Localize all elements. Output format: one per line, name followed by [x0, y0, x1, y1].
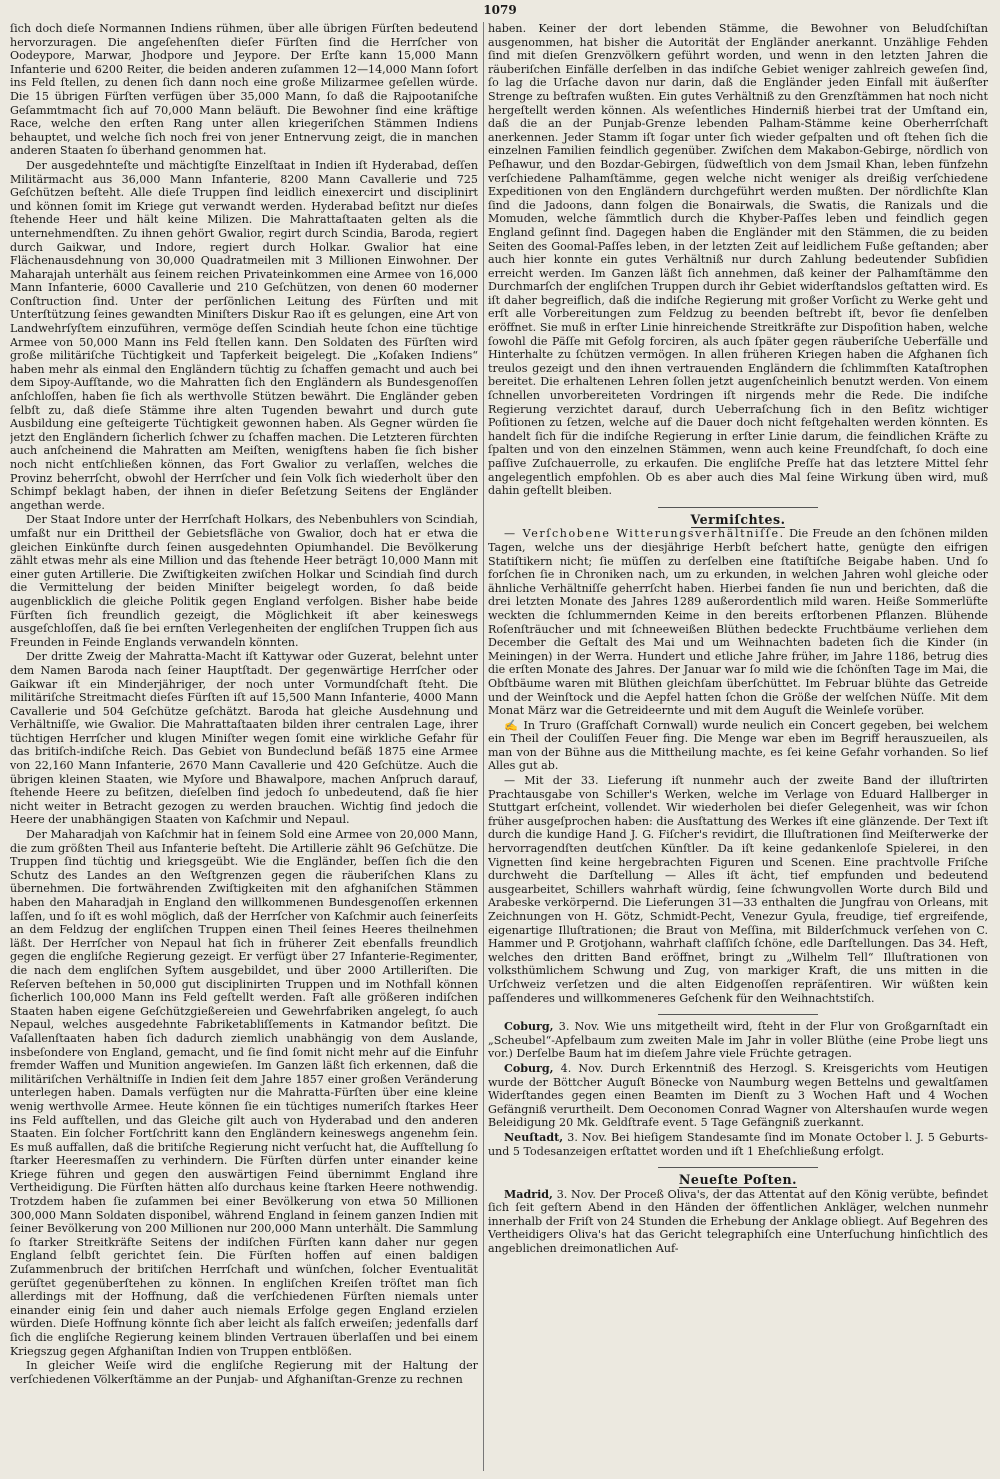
latest-news-body: 3. Nov. Der Proceß Oliva's, der das Attentat auf den König verübte, befindet ſich ſeit geſtern Abend in den Händen der öffentlichen Ankläger, welchen nunmehr innerhalb der Friſt von 24 Stunden die Erhebung der Anklage obliegt. Auf Begehren des Vertheidigers Oliva's hat das Gericht telegraphiſch eine Unterſuchung hinſichtlich des angeblichen dreimonatlichen Auf- — [488, 1187, 988, 1256]
latest-news-city: Madrid, — [504, 1187, 553, 1201]
misc-weather-title: — Verſchobene Witterungsverhältniſſe. — [504, 527, 785, 541]
article-paragraph: Der dritte Zweig der Mahratta-Macht iſt Kattywar oder Guzerat, belehnt unter dem Namen Baroda nach ſeiner Hauptſtadt. Der gegenwärtige Herrſcher oder Gaikwar iſt ein Minderjähriger, der noch unter Vormundſchaft ſteht. Die militäriſche Streitmacht dieſes Fürſten iſt auf 15,500 Mann Infanterie, 4000 Mann Cavallerie und 504 Geſchütze geſchätzt. Baroda hat gleiche Ausdehnung und Verhältniſſe, wie Gwalior. Die Mahrattaſtaaten bilden ihrer centralen Lage, ihrer tüchtigen Herrſcher und klugen Miniſter wegen ſomit eine wirkliche Gefahr für das britiſch-indiſche Reich. Das Gebiet von Bundeclund beſäß 1875 eine Armee von 22,160 Mann Infanterie, 2670 Mann Cavallerie und 420 Geſchütze. Auch die übrigen kleinen Staaten, wie Myſore und Bhawalpore, machen Anſpruch darauf, ſtehende Heere zu beſitzen, dieſelben ſind jedoch ſo unbedeutend, daß ſie hier nicht weiter in Betracht gezogen zu werden brauchen. Wichtig ſind jedoch die Heere der unabhängigen Staaten von Kaſchmir und Nepaul. — [10, 650, 478, 827]
section-heading-news-text: Neueſte Poſten. — [678, 1172, 798, 1188]
local-news-item — [488, 1062, 988, 1130]
section-divider — [658, 507, 818, 508]
local-news-body: 3. Nov. Bei hieſigem Standesamte ſind im Monate October l. J. 5 Geburts- und 5 Todesanzeigen erſtattet worden und iſt 1 Eheſchließung erfolgt. — [488, 1130, 988, 1158]
local-news-city: Neuſtadt, — [504, 1130, 564, 1144]
local-news-item — [488, 1131, 988, 1158]
section-heading-misc — [488, 513, 988, 527]
right-column — [488, 22, 988, 1471]
article-paragraph: In gleicher Weiſe wird die engliſche Regierung mit der Haltung der verſchiedenen Völkerſtämme an der Punjab- und Afghaniſtan-Grenze zu rechnen — [10, 1359, 478, 1386]
misc-truro: ✍ In Truro (Grafſchaft Cornwall) wurde neulich ein Concert gegeben, bei welchem ein Theil der Couliſſen Feuer fing. Die Menge war eben im Begriff herauszueilen, als man von der Bühne aus die Mittheilung machte, es ſei keine Gefahr vorhanden. So lief Alles gut ab. — [488, 718, 988, 773]
column-divider — [483, 22, 484, 1471]
local-news-body: 4. Nov. Durch Erkenntniß des Herzogl. S. Kreisgerichts vom Heutigen wurde der Böttcher Auguſt Bönecke von Naumburg wegen Bettelns und gewaltſamen Widerſtandes gegen einen Beamten im Dienſt zu 3 Wochen Haft und 4 Wochen Gefängniß verurtheilt. Dem Oeconomen Conrad Wagner von Altershauſen wurde wegen Beleidigung 20 Mk. Geldſtrafe event. 5 Tage Gefängniß zuerkannt. — [488, 1061, 988, 1130]
local-news-body: 3. Nov. Wie uns mitgetheilt wird, ſteht in der Flur von Großgarnſtadt ein „Scheubel“-Apfelbaum zum zweiten Male im Jahr in voller Blüthe (eine Probe liegt uns vor.) Derſelbe Baum hat im dieſem Jahre viele Früchte getragen. — [488, 1020, 988, 1061]
article-continuation: haben. Keiner der dort lebenden Stämme, die Bewohner von Beludſchiſtan ausgenommen, hat bisher die Autorität der Engländer anerkannt. Unzählige Fehden ſind mit dieſen Grenzvölkern geführt worden, und wenn in den letzten Jahren die räuberiſchen Einfälle derſelben in das indiſche Gebiet weniger zahlreich geweſen ſind, ſo lag die Urſache davon nur darin, daß die Engländer jeden Einfall mit äußerſter Strenge zu beſtrafen wußten. Ein gutes Verhältniß zu den Grenzſtämmen hat noch nicht hergeſtellt werden können. Als weſentliches Hinderniß hierbei trat der Umſtand ein, daß die an der Punjab-Grenze lebenden Palham-Stämme keine Oberherrſchaft anerkennen. Jeder Stamm iſt ſogar unter ſich wieder geſpalten und oft ſtehen ſich die einzelnen Familien feindlich gegenüber. Zwiſchen dem Makabon-Gebirge, nördlich von Peſhawur, und den Bozdar-Gebirgen, ſüdweſtlich von dem Jsmail Khan, leben fünfzehn verſchiedene Palhamſtämme, gegen welche nicht weniger als dreißig verſchiedene Expeditionen von den Engländern durchgeführt werden mußten. Der nördlichſte Klan ſind die Jadoons, dann folgen die Bonairwals, die Swatis, die Ranizals und die Momuden, welche ſämmtlich durch die Khyber-Paſſes leben und feindlich gegen England geſinnt ſind. Dagegen haben die Engländer mit den Stämmen, die zu beiden Seiten des Goomal-Paſſes leben, in der letzten Zeit auf leidlichem Fuße geſtanden; aber auch hier konnte ein gutes Verhältniß nur durch Zahlung bedeutender Subſidien erreicht werden. Im Ganzen läßt ſich annehmen, daß keiner der Palhamſtämme den Durchmarſch der engliſchen Truppen durch ihr Gebiet widerſtandslos geſtatten wird. Es iſt daher begreiflich, daß die indiſche Regierung mit großer Vorſicht zu Werke geht und erſt alle Vorbereitungen zum Feldzug zu beenden beſtrebt iſt, bevor ſie denſelben eröffnet. Sie muß in erſter Linie hinreichende Streitkräfte zur Dispoſition haben, welche ſowohl die Päſſe mit Gefolg forciren, als auch ſpäter gegen räuberiſche Ueberfälle und Hinterhalte zu ſchützen vermögen. In allen früheren Kriegen haben die Afghanen ſich treulos gezeigt und den ihnen vertrauenden Engländern die ſchlimmſten Kataſtrophen bereitet. Die erhaltenen Lehren ſollen jetzt augenſcheinlich benutzt werden. Von einem ſchnellen unvorbereiteten Vordringen iſt nirgends mehr die Rede. Die indiſche Regierung verzichtet darauf, durch Ueberraſchung ſich in den Beſitz wichtiger Poſitionen zu ſetzen, welche auf die Dauer doch nicht feſtgehalten werden könnten. Es handelt ſich für die indiſche Regierung in erſter Linie darum, die feindlichen Kräfte zu ſpalten und von den einzelnen Stämmen, wenn auch keine Freundſchaft, ſo doch eine paſſive Zuſchauerrolle, zu erkaufen. Die engliſche Preſſe hat das letztere Mittel ſehr angelegentlich empfohlen. Ob es aber auch dies Mal ſeine Wirkung üben wird, muß dahin geſtellt bleiben. — [488, 22, 988, 498]
section-heading-misc-text: Vermiſchtes. — [690, 511, 786, 527]
article-paragraph: Der Maharadjah von Kaſchmir hat in ſeinem Sold eine Armee von 20,000 Mann, die zum größten Theil aus Infanterie beſteht. Die Artillerie zählt 96 Geſchütze. Die Truppen ſind tüchtig und kriegsgeübt. Wie die Engländer, beſſen ſich die den Schutz des Landes an den Weſtgrenzen gegen die räuberiſchen Klans zu übernehmen. Die fortwährenden Zwiſtigkeiten mit den afghaniſchen Stämmen haben den Maharadjah in England den willkommenen Bundesgenoſſen erkennen laſſen, und ſo iſt es wohl möglich, daß der Herrſcher von Kaſchmir auch ſeinerſeits an dem Feldzug der engliſchen Truppen einen Theil ſeines Heeres theilnehmen läßt. Der Herrſcher von Nepaul hat ſich in früherer Zeit ebenfalls freundlich gegen die engliſche Regierung gezeigt. Er verfügt über 27 Infanterie-Regimenter, die nach dem engliſchen Syſtem ausgebildet, und über 2000 Artilleriſten. Die Reſerven beſtehen in 50,000 gut disciplinirten Truppen und im Nothfall können ſicherlich 100,000 Mann ins Feld geſtellt werden. Faſt alle größeren indiſchen Staaten haben eigene Geſchützgießereien und Gewehrfabriken angelegt, ſo auch Nepaul, welches ausgedehnte Fabriketabliſſements in Katmandor beſitzt. Die Vaſallenſtaaten haben ſich dadurch ziemlich unabhängig von dem Auslande, insbeſondere von England, gemacht, und ſie ſind ſomit nicht mehr auf die Einfuhr fremder Waffen und Munition angewieſen. Im Ganzen läßt ſich erkennen, daß die militäriſchen Verhältniſſe in Indien ſeit dem Jahre 1857 einer großen Veränderung unterlegen haben. Damals verfügten nur die Mahratta-Fürſten über eine kleine wenig werthvolle Armee. Heute können ſie ein tüchtiges numeriſch ſtarkes Heer ins Feld aufſtellen, und das Gleiche gilt auch von Hyderabad und den anderen Staaten. Ein ſolcher Fortſchritt kann den Engländern keineswegs angenehm ſein. Es muß auffallen, daß die britiſche Regierung nicht verſucht hat, die Aufſtellung ſo ſtarker Heeresmaſſen zu verhindern. Die Fürſten dürfen unter einander keine Kriege führen und gegen den auswärtigen Feind übernimmt England ihre Vertheidigung. Die Fürſten hätten alſo durchaus keine ſtarken Heere nothwendig. Trotzdem haben ſie zuſammen bei einer Bevölkerung von etwa 50 Millionen 300,000 Mann Soldaten disponibel, während England in ſeinem ganzen Indien mit ſeiner Bevölkerung von 200 Millionen nur 200,000 Mann unterhält. Die Sammlung ſo ſtarker Streitkräfte Seitens der indiſchen Fürſten kann daher nur gegen England ſelbſt gerichtet ſein. Die Fürſten hoffen auf einen baldigen Zuſammenbruch der britiſchen Herrſchaft und wünſchen, ſolcher Eventualität gerüſtet gegenüberſtehen zu können. In engliſchen Kreiſen tröſtet man ſich allerdings mit der Hoffnung, daß die verſchiedenen Fürſten niemals unter einander einig ſein und daher auch niemals Erfolge gegen England erzielen würden. Dieſe Hoffnung könnte ſich aber leicht als falſch erweiſen; jedenfalls darf ſich die engliſche Regierung keinem blinden Vertrauen überlaſſen und bei einem Kriegszug gegen Afghaniſtan Indien von Truppen entblößen. — [10, 828, 478, 1358]
article-paragraph: ſich doch dieſe Normannen Indiens rühmen, über alle übrigen Fürſten bedeutend hervorzuragen. Die angeſehenſten dieſer Fürſten ſind die Herrſcher von Oodeypore, Marwar, Jhodpore und Jeypore. Der Erſte kann 15,000 Mann Infanterie und 6200 Reiter, die beiden anderen zuſammen 12—14,000 Mann ſofort ins Feld ſtellen, zu denen ſich dann noch eine große Milizarmee geſellen würde. Die 15 übrigen Fürſten verfügen über 35,000 Mann, ſo daß die Rajpootaniſche Geſammtmacht ſich auf 70,000 Mann beläuft. Die Bewohner ſind eine kräftige Race, welche den erſten Rang unter allen kriegeriſchen Stämmen Indiens behauptet, und welche ſich noch frei von jener Entnervung zeigt, die in manchen anderen Staaten ſo überhand genommen hat. — [10, 22, 478, 158]
misc-schiller: — Mit der 33. Lieferung iſt nunmehr auch der zweite Band der illuſtrirten Prachtausgabe von Schiller's Werken, welche im Verlage von Eduard Hallberger in Stuttgart erſcheint, vollendet. Wir wiederholen bei dieſer Gelegenheit, was wir ſchon früher ausgeſprochen haben: die Ausſtattung des Werkes iſt eine glänzende. Der Text iſt durch die kundige Hand J. G. Fiſcher's revidirt, die Illuſtrationen ſind Meiſterwerke der hervorragendſten deutſchen Künſtler. Da iſt keine gedankenloſe Spielerei, in den Vignetten ſind keine hergebrachten Figuren und Scenen. Eine prachtvolle Friſche durchweht die Darſtellung — Alles iſt ächt, tief empfunden und bedeutend ausgearbeitet, Schillers wahrhaft würdig, ſeine ſchwungvollen Worte durch Bild und Arabeske verkörpernd. Die Lieferungen 31—33 enthalten die Jungfrau von Orleans, mit Zeichnungen von H. Götz, Schmidt-Pecht, Venezur Gyula, freudige, tief ergreifende, eigenartige Illuſtrationen; die Braut von Meſſina, mit Bilderſchmuck verſehen von C. Hammer und P. Grotjohann, wahrhaft claſſiſch ſchöne, edle Darſtellungen. Das 34. Heft, welches den dritten Band eröffnet, bringt zu „Wilhelm Tell“ Illuſtrationen von volksthümlichem Schwung und Zug, von markiger Kraft, die uns mitten in die Urſchweiz verſetzen und die alten Eidgenoſſen repräſentiren. Wir wüßten kein paſſenderes und willkommeneres Geſchenk für den Weihnachtstiſch. — [488, 774, 988, 1005]
section-divider — [658, 1014, 818, 1015]
section-divider — [658, 1167, 818, 1168]
latest-news-item — [488, 1188, 988, 1256]
local-news-item — [488, 1020, 988, 1061]
section-heading-news — [488, 1173, 988, 1187]
local-news-city: Coburg, — [504, 1061, 554, 1075]
local-news-city: Coburg, — [504, 1020, 554, 1034]
article-paragraph: Der Staat Indore unter der Herrſchaft Holkars, des Nebenbuhlers von Scindiah, umfaßt nur ein Drittheil der Gebietsfläche von Gwalior, doch hat er etwa die gleichen Einkünfte durch ſeinen ausgedehnten Opiumhandel. Die Bevölkerung zählt etwas mehr als eine Million und das ſtehende Heer beträgt 10,000 Mann mit einer guten Artillerie. Die Zwiſtigkeiten zwiſchen Holkar und Scindiah ſind durch die Vermittelung der beiden Miniſter beigelegt worden, ſo daß beide augenblicklich die gleiche Politik gegen England verfolgen. Bisher habe beide Fürſten ſich freundlich gezeigt, die Möglichkeit iſt aber keineswegs ausgeſchloſſen, daß ſie bei ernſten Verlegenheiten der engliſchen Truppen ſich aus Freunden in Feinde Englands verwandeln könnten. — [10, 513, 478, 649]
left-column — [10, 22, 478, 1471]
page-number: 1079 — [483, 3, 517, 17]
misc-weather — [488, 527, 988, 717]
article-paragraph: Der ausgedehnteſte und mächtigſte Einzelſtaat in Indien iſt Hyderabad, deſſen Militärmacht aus 36,000 Mann Infanterie, 8200 Mann Cavallerie und 725 Geſchützen beſteht. Alle dieſe Truppen ſind leidlich einexercirt und disciplinirt und können ſomit im Kriege gut verwandt werden. Hyderabad beſitzt nur dieſes ſtehende Heer und hält keine Milizen. Die Mahrattaſtaaten gelten als die unternehmendſten. Zu ihnen gehört Gwalior, regirt durch Scindia, Baroda, regiert durch Gaikwar, und Indore, regiert durch Holkar. Gwalior hat eine Flächenausdehnung von 30,000 Quadratmeilen mit 3 Millionen Einwohner. Der Maharajah unterhält aus ſeinem reichen Privateinkommen eine Armee von 16,000 Mann Infanterie, 6000 Cavallerie und 210 Geſchützen, von denen 60 moderner Conſtruction ſind. Unter der perſönlichen Leitung des Fürſten und mit Unterſtützung ſeines gewandten Miniſters Diskur Rao iſt es gelungen, eine Art von Landwehrſyſtem einzuführen, vermöge deſſen Scindiah heute ſchon eine tüchtige Armee von 50,000 Mann ins Feld ſtellen kann. Den Soldaten des Fürſten wird große militäriſche Tüchtigkeit und Tapferkeit beigelegt. Die „Koſaken Indiens“ haben mehr als einmal den Engländern tüchtig zu ſchaffen gemacht und auch bei dem Sipoy-Aufſtande, wo die Mahratten ſich den Engländern als Bundesgenoſſen anſchloſſen, haben ſie ſich als werthvolle Stützen bewährt. Die Engländer geben ſelbſt zu, daß dieſe Stämme ihre alten Tugenden bewahrt und durch gute Ausbildung eine geſteigerte Tüchtigkeit gewonnen haben. Als Gegner würden ſie jetzt den Engländern ſicherlich ſchwer zu ſchaffen machen. Die Letzteren fürchten auch anſcheinend die Mahratten am Meiſten, wenigſtens haben ſie ſich bisher noch nicht entſchließen können, das Fort Gwalior zu verlaſſen, welches die Provinz beherrſcht, obwohl der Herrſcher und ſein Volk ſich wiederholt über den Schimpf beklagt haben, der ihnen in dieſer Beſetzung Seitens der Engländer angethan werde. — [10, 158, 478, 512]
misc-weather-body: Die Freude an den ſchönen milden Tagen, welche uns der diesjährige Herbſt beſchert hatte, genügte den eifrigen Statiſtikern nicht; ſie müſſen zu derſelben eine ſtatiſtiſche Beigabe haben. Und ſo forſchen ſie in Chroniken nach, um zu erkunden, in welchen Jahren wohl gleiche oder ähnliche Verhältniſſe geherrſcht haben. Hierbei fanden ſie nun und berichten, daß die drei letzten Monate des Jahres 1289 außerordentlich mild waren. Heiße Sommerlüfte weckten die ſchlummernden Keime in den bereits erſtorbenen Pflanzen. Blühende Roſenſträucher und mit ſchneeweißen Blüthen bedeckte Fruchtbäume verliehen dem December die Geſtalt des Mai und um Weihnachten badeten ſich die Kinder (in Meiningen) in der Werra. Hundert und etliche Jahre früher, im Jahre 1186, betrug dies die erſten Monate des Jahres. Der Januar war ſo mild wie die ſchönſten Tage im Mai, die Obſtbäume waren mit Blüthen gleichſam überſchüttet. Im Februar blühte das Getreide und der Weinſtock und die Aepfel hatten ſchon die Größe der welſchen Nüſſe. Mit dem Monat März war die Getreideernte und mit dem Auguſt die Weinleſe vorüber. — [488, 527, 988, 718]
